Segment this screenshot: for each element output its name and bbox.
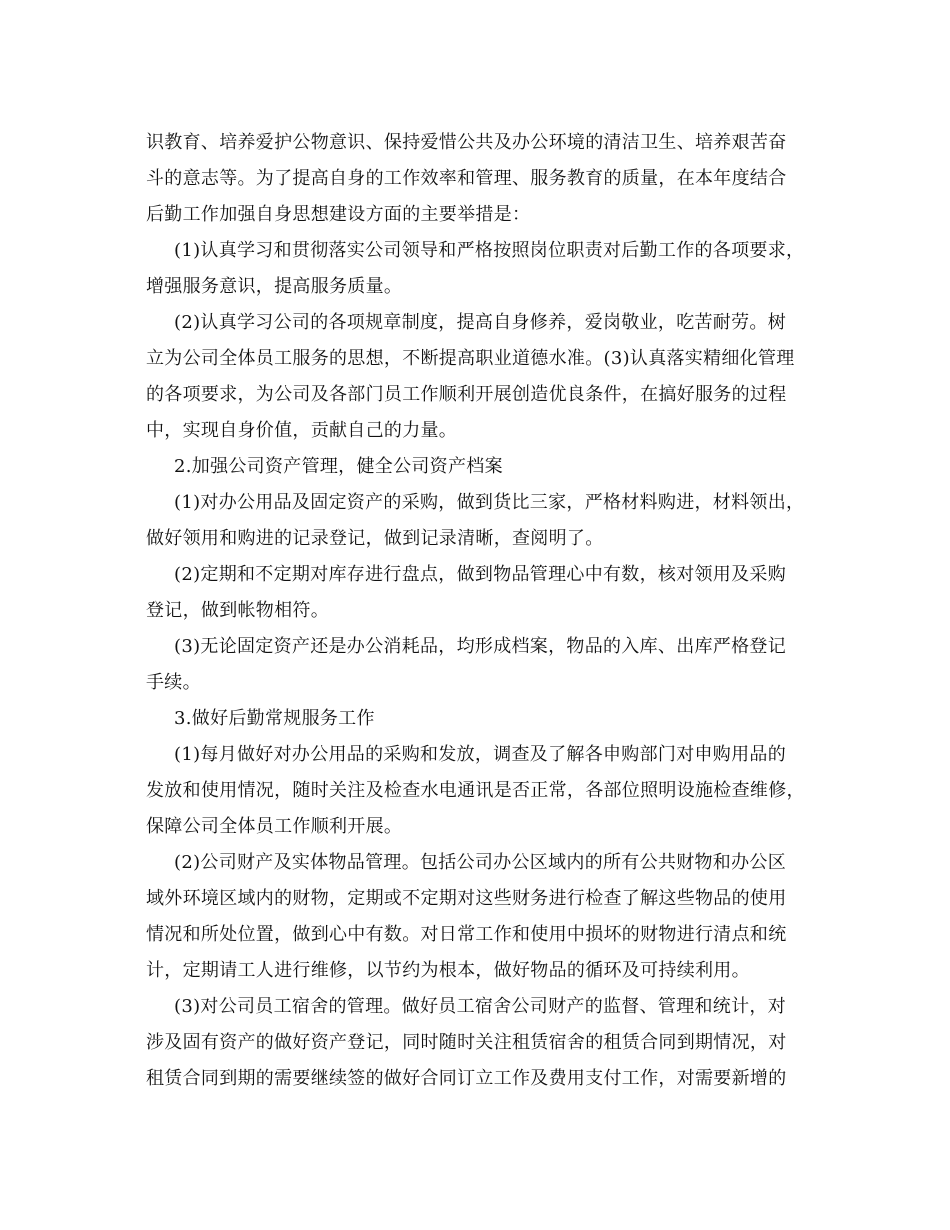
text-line: 3.做好后勤常规服务工作 (174, 708, 375, 729)
text-line: 的各项要求，为公司及各部门员工作顺利开展创造优良条件，在搞好服务的过程 (146, 384, 787, 405)
text-line: 识教育、培养爱护公物意识、保持爱惜公共及办公环境的清洁卫生、培养艰苦奋 (146, 132, 787, 153)
text-line: 租赁合同到期的需要继续签的做好合同订立工作及费用支付工作，对需要新增的 (146, 1068, 787, 1089)
text-line: 2.加强公司资产管理，健全公司资产档案 (174, 456, 503, 477)
text-line: 中，实现自身价值，贡献自己的力量。 (146, 420, 458, 441)
text-line: (1)对办公用品及固定资产的采购，做到货比三家，严格材料购进，材料领出， (174, 492, 805, 513)
text-line: 手续。 (146, 672, 201, 693)
text-line: 增强服务意识，提高服务质量。 (146, 276, 403, 297)
text-line: 斗的意志等。为了提高自身的工作效率和管理、服务教育的质量，在本年度结合 (146, 168, 787, 189)
text-line: 后勤工作加强自身思想建设方面的主要举措是： (146, 204, 531, 225)
document-body (146, 125, 822, 1097)
text-line: (1)每月做好对办公用品的采购和发放，调查及了解各申购部门对申购用品的 (174, 744, 786, 765)
text-line: 涉及固有资产的做好资产登记，同时随时关注租赁宿舍的租赁合同到期情况，对 (146, 1032, 787, 1053)
text-line: 保障公司全体员工作顺利开展。 (146, 816, 403, 837)
text-line: (2)认真学习公司的各项规章制度，提高自身修养，爱岗敬业，吃苦耐劳。树 (174, 312, 786, 333)
text-line: (2)公司财产及实体物品管理。包括公司办公区域内的所有公共财物和办公区 (174, 852, 786, 873)
text-line: 做好领用和购进的记录登记，做到记录清晰，查阅明了。 (146, 528, 604, 549)
text-line: 计，定期请工人进行维修，以节约为根本，做好物品的循环及可持续利用。 (146, 960, 750, 981)
text-line: (3)无论固定资产还是办公消耗品，均形成档案，物品的入库、出库严格登记 (174, 636, 786, 657)
text-line: (1)认真学习和贯彻落实公司领导和严格按照岗位职责对后勤工作的各项要求， (174, 240, 805, 261)
text-line: 域外环境区域内的财物，定期或不定期对这些财务进行检查了解这些物品的使用 (146, 888, 787, 909)
text-line: 发放和使用情况，随时关注及检查水电通讯是否正常，各部位照明设施检查维修， (146, 780, 805, 801)
text-line: 登记，做到帐物相符。 (146, 600, 329, 621)
text-line: (3)对公司员工宿舍的管理。做好员工宿舍公司财产的监督、管理和统计，对 (174, 996, 786, 1017)
text-line: 立为公司全体员工服务的思想，不断提高职业道德水准。(3)认真落实精细化管理 (146, 348, 795, 369)
text-line: 情况和所处位置，做到心中有数。对日常工作和使用中损坏的财物进行清点和统 (146, 924, 787, 945)
text-line: (2)定期和不定期对库存进行盘点，做到物品管理心中有数，核对领用及采购 (174, 564, 786, 585)
